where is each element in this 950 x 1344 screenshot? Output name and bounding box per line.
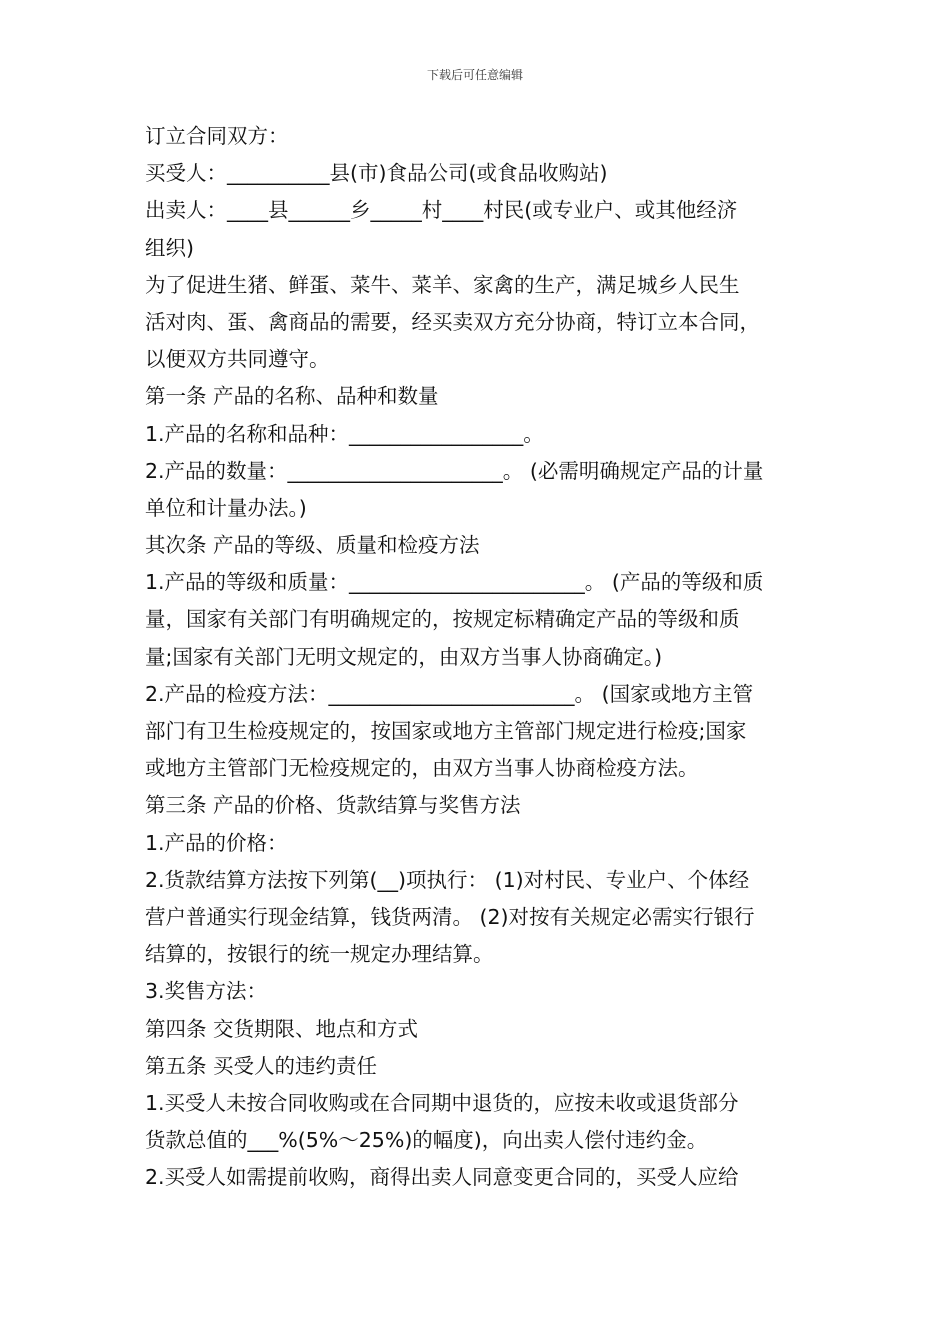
- section-heading: 第三条 产品的价格、货款结算与奖售方法: [145, 793, 521, 818]
- text-line: 买受人：__________县(市)食品公司(或食品收购站): [145, 161, 608, 186]
- text-line: 活对肉、蛋、禽商品的需要，经买卖双方充分协商，特订立本合同，: [145, 309, 760, 334]
- page-header-note: 下载后可任意编辑: [426, 68, 523, 82]
- text-line: 出卖人：____县______乡_____村____村民(或专业户、或其他经济: [145, 198, 738, 223]
- section-heading: 第五条 买受人的违约责任: [145, 1053, 378, 1078]
- text-line: 1.产品的价格：: [145, 830, 288, 855]
- text-line: 2.货款结算方法按下列第(__)项执行： (1)对村民、专业户、个体经: [145, 867, 750, 892]
- text-line: 或地方主管部门无检疫规定的，由双方当事人协商检疫方法。: [145, 756, 699, 781]
- text-line: 1.买受人未按合同收购或在合同期中退货的，应按未收或退货部分: [145, 1090, 739, 1115]
- text-line: 货款总值的___%(5%～25%)的幅度)，向出卖人偿付违约金。: [145, 1128, 708, 1153]
- section-heading: 其次条 产品的等级、质量和检疫方法: [145, 533, 480, 558]
- text-line: 结算的，按银行的统一规定办理结算。: [145, 942, 494, 967]
- text-line: 2.产品的数量：_____________________。 (必需明确规定产品的计量: [145, 458, 764, 483]
- section-heading: 第四条 交货期限、地点和方式: [145, 1016, 419, 1041]
- text-line: 量;国家有关部门无明文规定的，由双方当事人协商确定。): [145, 644, 663, 669]
- text-line: 订立合同双方：: [145, 124, 289, 148]
- text-line: 2.买受人如需提前收购，商得出卖人同意变更合同的，买受人应给: [145, 1165, 739, 1190]
- section-heading: 第一条 产品的名称、品种和数量: [145, 384, 439, 409]
- text-line: 2.产品的检疫方法：________________________。 (国家或地方主管: [145, 681, 754, 706]
- text-line: 以便双方共同遵守。: [145, 347, 330, 372]
- text-line: 营户普通实行现金结算，钱货两清。 (2)对按有关规定必需实行银行: [145, 904, 755, 929]
- text-line: 1.产品的等级和质量：_______________________。 (产品的等级和质: [145, 570, 764, 595]
- text-line: 为了促进生猪、鲜蛋、菜牛、菜羊、家禽的生产，满足城乡人民生: [145, 272, 740, 297]
- text-line: 组织): [145, 235, 194, 260]
- text-line: 单位和计量办法。): [145, 495, 307, 520]
- text-line: 3.奖售方法：: [145, 979, 268, 1004]
- document-body: [145, 118, 810, 1196]
- text-line: 量，国家有关部门有明确规定的，按规定标精确定产品的等级和质: [145, 607, 740, 632]
- text-line: 1.产品的名称和品种：_________________。: [145, 421, 544, 446]
- text-line: 部门有卫生检疫规定的，按国家或地方主管部门规定进行检疫;国家: [145, 719, 747, 743]
